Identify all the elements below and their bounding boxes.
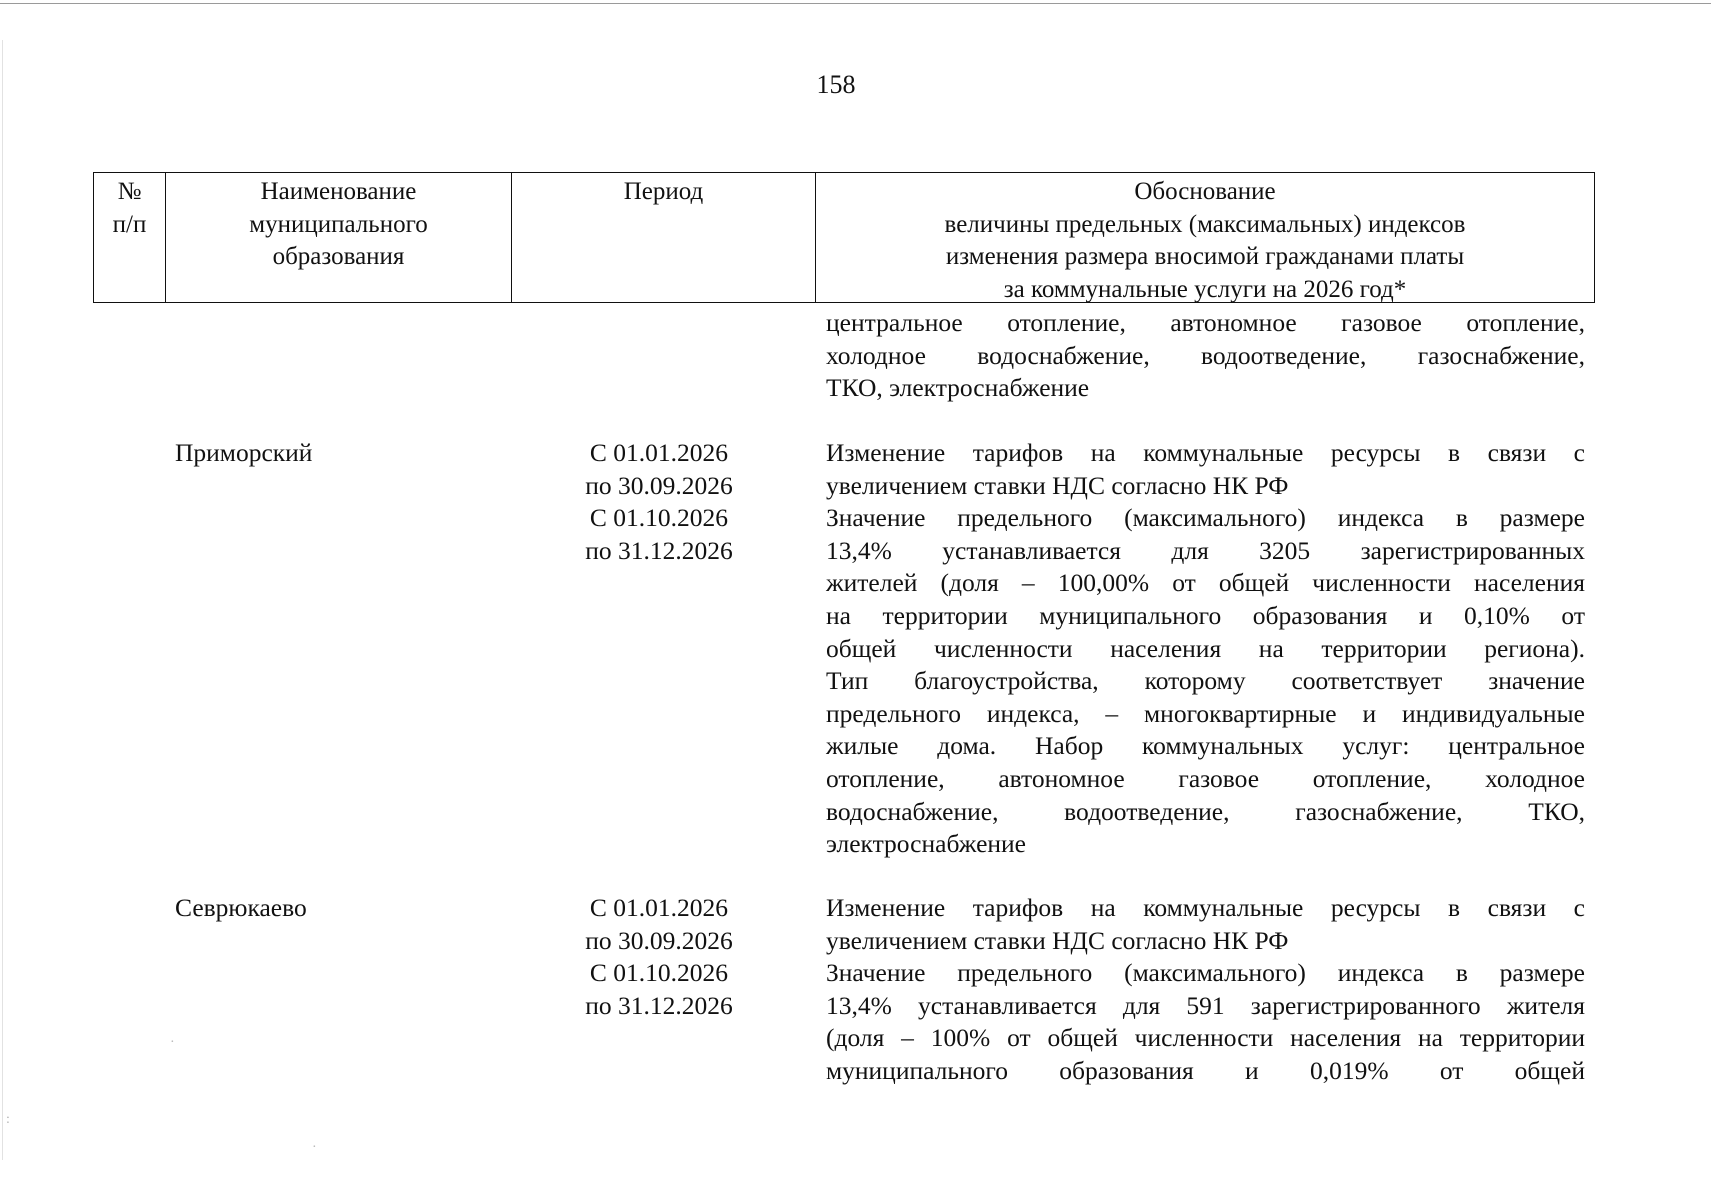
header-text-line: образования bbox=[272, 243, 405, 270]
text-line: центральное отопление, автономное газовое отопление, bbox=[826, 308, 1585, 337]
text-line: Значение предельного (максимального) индекса в размере bbox=[826, 503, 1585, 533]
header-number-column bbox=[94, 173, 165, 302]
text-line: Тип благоустройства, которому соответствует значение bbox=[826, 666, 1585, 696]
justification-cell bbox=[826, 437, 1585, 861]
period-cell bbox=[565, 437, 753, 567]
header-justification-column bbox=[815, 173, 1594, 302]
justification-cell bbox=[826, 892, 1585, 1088]
text-line: Изменение тарифов на коммунальные ресурсы в связи с bbox=[826, 893, 1585, 922]
scan-speck: · bbox=[170, 1035, 175, 1050]
header-text-line: муниципального bbox=[249, 210, 428, 238]
text-line: Значение предельного (максимального) индекса в размере bbox=[826, 958, 1585, 988]
header-period-column bbox=[511, 173, 815, 302]
text-line: отопление, автономное газовое отопление, холодное bbox=[826, 763, 1585, 793]
scan-speck: : bbox=[6, 1112, 10, 1127]
header-text-line: за коммунальные услуги на 2026 год* bbox=[1003, 275, 1407, 303]
text-line: жителей (доля – 100,00% от общей численности населения bbox=[826, 568, 1585, 598]
scan-left-edge bbox=[2, 40, 3, 1160]
period-line: С 01.01.2026 bbox=[589, 893, 729, 922]
period-line: по 31.12.2026 bbox=[585, 535, 733, 565]
municipality-name: Севрюкаево bbox=[175, 893, 307, 922]
period-line: С 01.10.2026 bbox=[589, 503, 729, 533]
period-line: по 30.09.2026 bbox=[585, 470, 733, 500]
header-text-line: п/п bbox=[112, 210, 147, 238]
text-line: предельного индекса, – многоквартирные и индивидуальные bbox=[826, 698, 1585, 728]
table-header bbox=[93, 172, 1595, 303]
period-line: С 01.10.2026 bbox=[589, 958, 729, 988]
text-line: (доля – 100% от общей численности населения на территории bbox=[826, 1023, 1585, 1053]
text-line: Изменение тарифов на коммунальные ресурсы в связи с bbox=[826, 438, 1585, 467]
text-line: муниципального образования и 0,019% от общей bbox=[826, 1055, 1585, 1085]
period-line: по 30.09.2026 bbox=[585, 925, 733, 955]
header-text-line: № bbox=[117, 178, 142, 205]
text-line: увеличением ставки НДС согласно НК РФ bbox=[826, 925, 1289, 955]
header-text-line: Обоснование bbox=[1134, 178, 1276, 205]
header-text-line: Период bbox=[623, 178, 704, 205]
municipality-name: Приморский bbox=[175, 438, 313, 467]
text-line: 13,4% устанавливается для 3205 зарегистрированных bbox=[826, 535, 1585, 565]
page-number: 158 bbox=[816, 70, 856, 99]
continuation-justification bbox=[826, 307, 1585, 405]
header-text-line: Наименование bbox=[260, 178, 417, 205]
text-line: общей численности населения на территории региона). bbox=[826, 633, 1585, 663]
scan-speck: · bbox=[312, 1140, 317, 1155]
scan-top-line bbox=[0, 3, 1711, 4]
text-line: 13,4% устанавливается для 591 зарегистрированного жителя bbox=[826, 990, 1585, 1020]
text-line: жилые дома. Набор коммунальных услуг: центральное bbox=[826, 731, 1585, 761]
text-line: ТКО, электроснабжение bbox=[826, 373, 1090, 403]
period-line: С 01.01.2026 bbox=[589, 438, 729, 467]
text-line: на территории муниципального образования и 0,10% от bbox=[826, 600, 1585, 630]
period-cell bbox=[565, 892, 753, 1022]
header-text-line: величины предельных (максимальных) индексов bbox=[944, 210, 1466, 238]
text-line: увеличением ставки НДС согласно НК РФ bbox=[826, 470, 1289, 500]
header-name-column bbox=[165, 173, 511, 302]
header-text-line: изменения размера вносимой гражданами платы bbox=[945, 243, 1465, 270]
text-line: холодное водоснабжение, водоотведение, газоснабжение, bbox=[826, 340, 1585, 370]
period-line: по 31.12.2026 bbox=[585, 990, 733, 1020]
text-line: водоснабжение, водоотведение, газоснабжение, ТКО, bbox=[826, 796, 1585, 826]
text-line: электроснабжение bbox=[826, 829, 1027, 859]
